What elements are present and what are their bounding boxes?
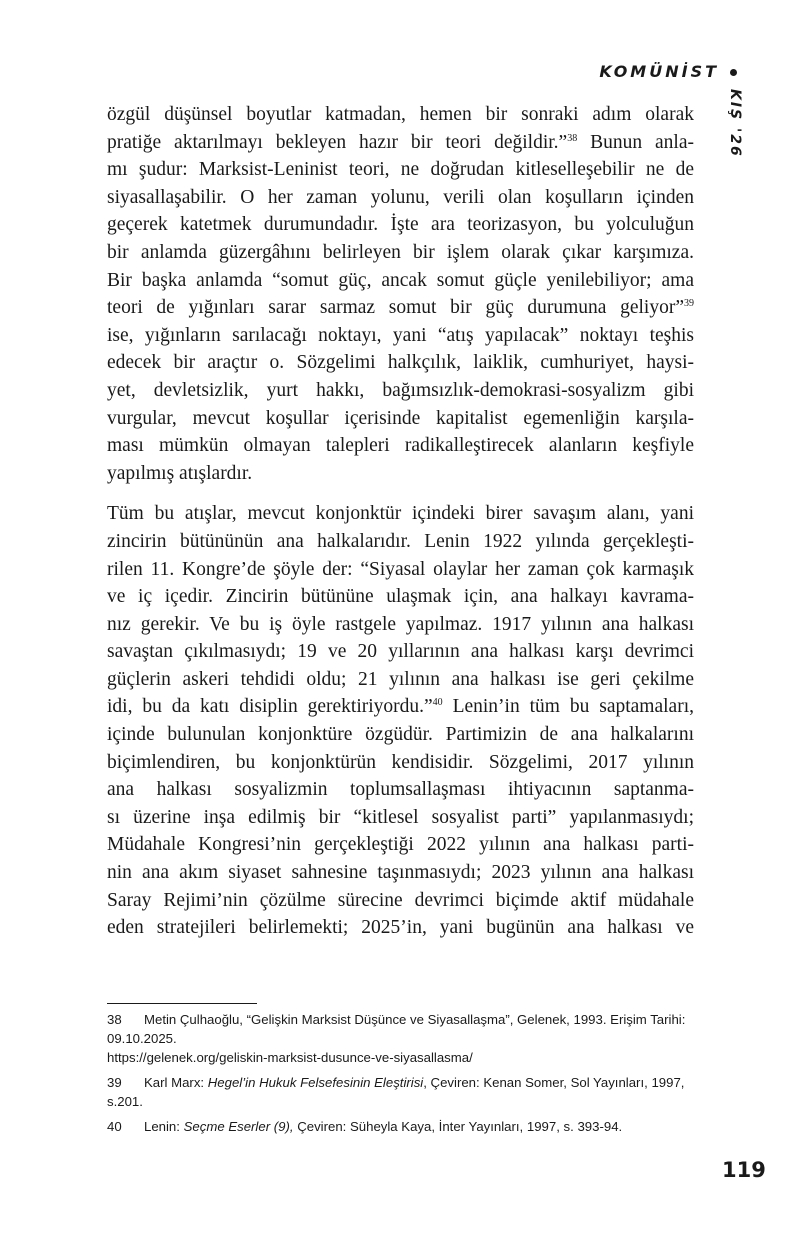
footnote-book-title: Seçme Eserler (9), (183, 1119, 294, 1134)
text-line: içinde bulunulan konjonktüre özgüdür. Partimizin de ana halkalarını (107, 724, 694, 746)
bullet-separator (730, 69, 737, 76)
footnote-text: Metin Çulhaoğlu, “Gelişkin Marksist Düşünce ve Siyasallaşma”, Gelenek, 1993. Erişim Tarihi: 09.10.2025. (107, 1012, 686, 1046)
text-line: biçimlendiren, bu konjonktürün kendisidir. Sözgelimi, 2017 yılının (107, 751, 694, 773)
paragraph-2 (107, 500, 694, 942)
text-line: Müdahale Kongresi’nin gerçekleştiği 2022 yılının ana halkası parti- (107, 834, 694, 856)
paragraph-1 (107, 101, 694, 487)
text-line: edecek bir araçtır o. Sözgelimi halkçılık, laiklik, cumhuriyet, haysi- (107, 352, 694, 374)
text-line: güçlerin askeri tehdidi oldu; 21 yılının ana halkası ise geri çekilme (107, 668, 694, 690)
text-line: yet, devletsizlik, yurt hakkı, bağımsızlık-demokrasi-sosyalizm gibi (107, 379, 694, 401)
footnote-link[interactable]: https://gelenek.org/geliskin-marksist-dusunce-ve-siyasallasma/ (107, 1050, 473, 1065)
footnote-author: Karl Marx: (144, 1075, 208, 1090)
text-line: Bir başka anlamda “somut güç, ancak somut güçle yenilebiliyor; ama (107, 269, 694, 291)
footnote-ref-40: 40 (432, 697, 443, 709)
footnote-ref-39: 39 (684, 298, 694, 310)
text-line: siyasallaşabilir. O her zaman yolunu, verili olan koşulların içinden (107, 186, 694, 208)
footnote-number: 40 (107, 1119, 122, 1134)
journal-title: KOMÜNİST (599, 62, 719, 81)
footnote-divider (107, 1003, 257, 1004)
text-line: savaştan çıkılmasıydı; 19 ve 20 yıllarının ana halkası karşı devrimci (107, 641, 694, 663)
text-line: nız gerekir. Ve bu iş öyle rastgele yapılmaz. 1917 yılının ana halkası (107, 613, 694, 635)
footnote-number: 38 (107, 1012, 122, 1027)
footnote-text: , Çeviren: Kenan Somer, Sol Yayınları, 1997, s.201. (107, 1075, 685, 1109)
footnote-40 (107, 1117, 697, 1136)
text-fragment: pratiğe aktarılmayı bekleyen hazır bir teori değildir.” (107, 131, 568, 153)
footnote-text: Çeviren: Süheyla Kaya, İnter Yayınları, 1997, s. 393-94. (293, 1119, 623, 1134)
text-line: ana halkası sosyalizmin toplumsallaşması ihtiyacının saptanma- (107, 779, 694, 801)
text-line: geçerek katetmek durumundadır. İşte ara teorizasyon, bu yolculuğun (107, 214, 694, 236)
text-line (107, 129, 694, 157)
issue-season: KIŞ '26 (727, 89, 743, 158)
text-line: özgül düşünsel boyutlar katmadan, hemen bir sonraki adım olarak (107, 104, 694, 125)
footnote-number: 39 (107, 1075, 122, 1090)
text-line: eden stratejileri belirlemekti; 2025’in, yani bugünün ana halkası ve (107, 917, 694, 939)
footnote-book-title: Hegel’in Hukuk Felsefesinin Eleştirisi (207, 1075, 424, 1090)
body-text (107, 101, 694, 942)
text-line: mı şudur: Marksist-Leninist teori, ne doğrudan kitleselleşebilir ne de (107, 159, 694, 181)
text-line: Saray Rejimi’nin çözülme sürecine devrimci biçimde aktif müdahale (107, 889, 694, 911)
footnote-author: Lenin: (144, 1119, 184, 1134)
text-line: sı üzerine inşa edilmiş bir “kitlesel sosyalist parti” yapılanmasıydı; (107, 806, 694, 828)
footnote-38 (107, 1010, 697, 1067)
text-line: nin ana akım siyaset sahnesine taşınmasıydı; 2023 yılının ana halkası (107, 862, 694, 884)
text-fragment: teori de yığınları sarar sarmaz somut bir güç durumuna geliyor” (107, 297, 684, 319)
text-line: rilen 11. Kongre’de şöyle der: “Siyasal olaylar her zaman çok karmaşık (107, 558, 694, 580)
text-line: Tüm bu atışlar, mevcut konjonktür içindeki birer savaşım alanı, yani (107, 503, 694, 525)
footnote-ref-38: 38 (567, 132, 578, 144)
footnotes (107, 1010, 697, 1142)
text-line: zincirin bütününün ana halkalarıdır. Lenin 1922 yılında gerçekleşti- (107, 530, 694, 552)
footnote-39 (107, 1073, 697, 1111)
text-fragment: Lenin’in tüm bu saptamaları, (442, 696, 694, 718)
text-line (107, 693, 694, 721)
text-line: ise, yığınların sarılacağı noktayı, yani “atış yapılacak” noktayı teşhis (107, 324, 694, 346)
text-fragment: Bunun anla- (577, 131, 695, 153)
page-number: 119 (722, 1158, 766, 1182)
text-line: vurgular, mevcut koşullar içerisinde kapitalist egemenliğin karşıla- (107, 407, 694, 429)
text-line: ması mümkün olmayan talepleri radikalleştirecek alanların keşfiyle (107, 435, 694, 457)
text-line: yapılmış atışlardır. (107, 462, 253, 484)
text-line: ve iç içedir. Zincirin bütününe ulaşmak için, ana halkayı kavrama- (107, 586, 694, 608)
text-fragment: idi, bu da katı disiplin gerektiriyordu.” (107, 696, 433, 718)
text-line: bir anlamda güzergâhını belirleyen bir işlem olarak çıkar karşımıza. (107, 241, 694, 263)
text-line (107, 294, 694, 322)
